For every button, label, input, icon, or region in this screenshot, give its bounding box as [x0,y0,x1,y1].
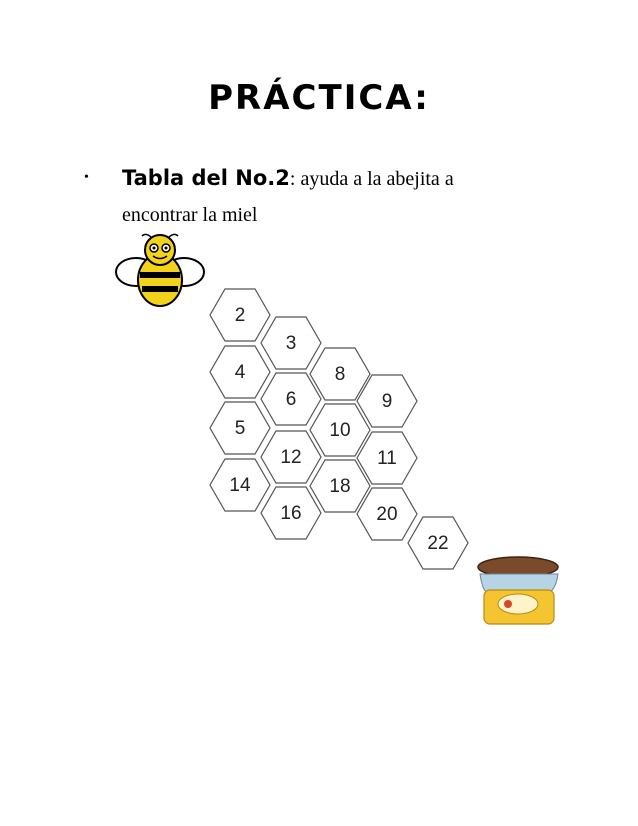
honeycomb-cell-number: 18 [329,476,351,498]
honeycomb-cell-number: 6 [285,389,297,411]
honeycomb-cell-number: 8 [334,364,346,386]
honey-jar-icon [478,557,558,624]
instruction-body: : ayuda a la abejita a [289,168,454,190]
page-title: PRÁCTICA: [208,78,430,118]
bee-icon [116,234,204,306]
honeycomb-cell-number: 10 [329,420,351,442]
honeycomb-cell-number: 20 [376,504,398,526]
honeycomb-cell-number: 5 [234,418,246,440]
honeycomb-cell-number: 12 [280,447,302,469]
instruction-line2: encontrar la miel [122,204,258,226]
honeycomb-cell-number: 14 [229,475,251,497]
honeycomb-cell-number: 4 [234,362,246,384]
instruction-lead: Tabla del No.2 [122,166,290,190]
honeycomb-cell-number: 16 [280,503,302,525]
honeycomb-cell-number: 22 [427,533,449,555]
honeycomb-cell-number: 9 [381,391,393,413]
honeycomb-cell-number: 3 [285,333,297,355]
honeycomb-cells [210,289,468,569]
honeycomb-cell-number: 2 [234,305,246,327]
bullet-marker: • [84,170,89,185]
honeycomb-cell-number: 11 [377,448,397,470]
